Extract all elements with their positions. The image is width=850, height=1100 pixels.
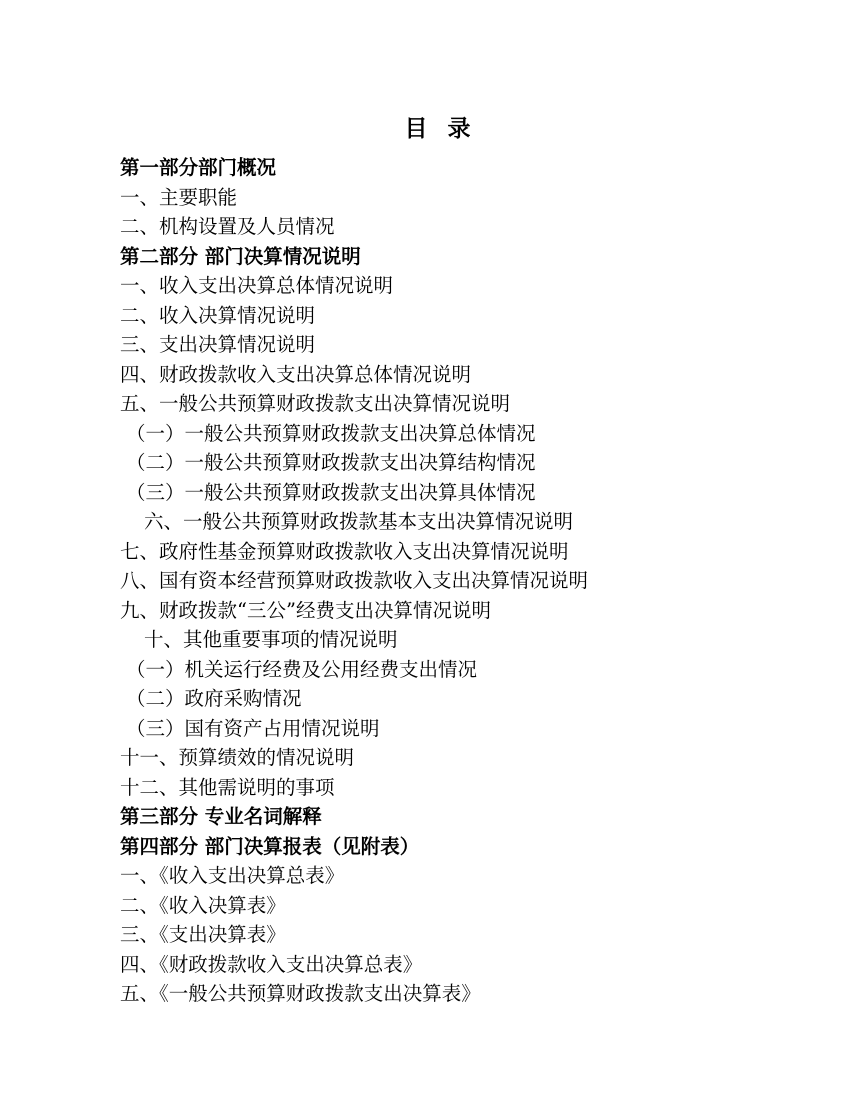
- toc-entry[interactable]: （三）一般公共预算财政拨款支出决算具体情况: [126, 480, 536, 504]
- toc-entry[interactable]: 二、《收入决算表》: [120, 893, 286, 917]
- toc-entry[interactable]: 第一部分部门概况: [120, 156, 277, 179]
- table-of-contents: [120, 153, 755, 1009]
- toc-entry[interactable]: 一、主要职能: [120, 185, 238, 209]
- toc-entry[interactable]: （三）国有资产占用情况说明: [126, 716, 380, 740]
- toc-entry[interactable]: 五、一般公共预算财政拨款支出决算情况说明: [120, 392, 511, 415]
- toc-entry[interactable]: 三、支出决算情况说明: [120, 333, 316, 356]
- toc-entry[interactable]: 五、《一般公共预算财政拨款支出决算表》: [120, 982, 481, 1005]
- toc-entry[interactable]: 一、《收入支出决算总表》: [120, 864, 345, 887]
- toc-entry[interactable]: （二）一般公共预算财政拨款支出决算结构情况: [126, 451, 536, 474]
- toc-entry[interactable]: 四、财政拨款收入支出决算总体情况说明: [120, 362, 472, 386]
- toc-entry[interactable]: 三、《支出决算表》: [120, 923, 286, 946]
- toc-entry[interactable]: 八、国有资本经营预算财政拨款收入支出决算情况说明: [120, 569, 589, 592]
- toc-entry[interactable]: 二、机构设置及人员情况: [120, 215, 335, 238]
- toc-entry[interactable]: 十二、其他需说明的事项: [120, 775, 335, 799]
- toc-entry[interactable]: 六、一般公共预算财政拨款基本支出决算情况说明: [144, 510, 574, 533]
- toc-entry[interactable]: 第四部分 部门决算报表（见附表）: [120, 834, 420, 858]
- toc-entry[interactable]: 七、政府性基金预算财政拨款收入支出决算情况说明: [120, 539, 569, 563]
- toc-entry[interactable]: 十、其他重要事项的情况说明: [144, 628, 398, 651]
- toc-entry[interactable]: 四、《财政拨款收入支出决算总表》: [120, 952, 423, 976]
- toc-entry[interactable]: 第二部分 部门决算情况说明: [120, 244, 361, 268]
- toc-entry[interactable]: 十一、预算绩效的情况说明: [120, 746, 355, 769]
- toc-entry[interactable]: 第三部分 专业名词解释: [120, 805, 322, 828]
- toc-entry[interactable]: 九、财政拨款“三公”经费支出决算情况说明: [120, 598, 491, 622]
- toc-entry[interactable]: （一）一般公共预算财政拨款支出决算总体情况: [126, 421, 536, 445]
- toc-entry[interactable]: 二、收入决算情况说明: [120, 303, 316, 327]
- toc-entry[interactable]: （二）政府采购情况: [126, 687, 302, 710]
- page-title: 目 录: [404, 115, 477, 142]
- toc-entry[interactable]: 一、收入支出决算总体情况说明: [120, 274, 394, 297]
- toc-entry[interactable]: （一）机关运行经费及公用经费支出情况: [126, 657, 478, 681]
